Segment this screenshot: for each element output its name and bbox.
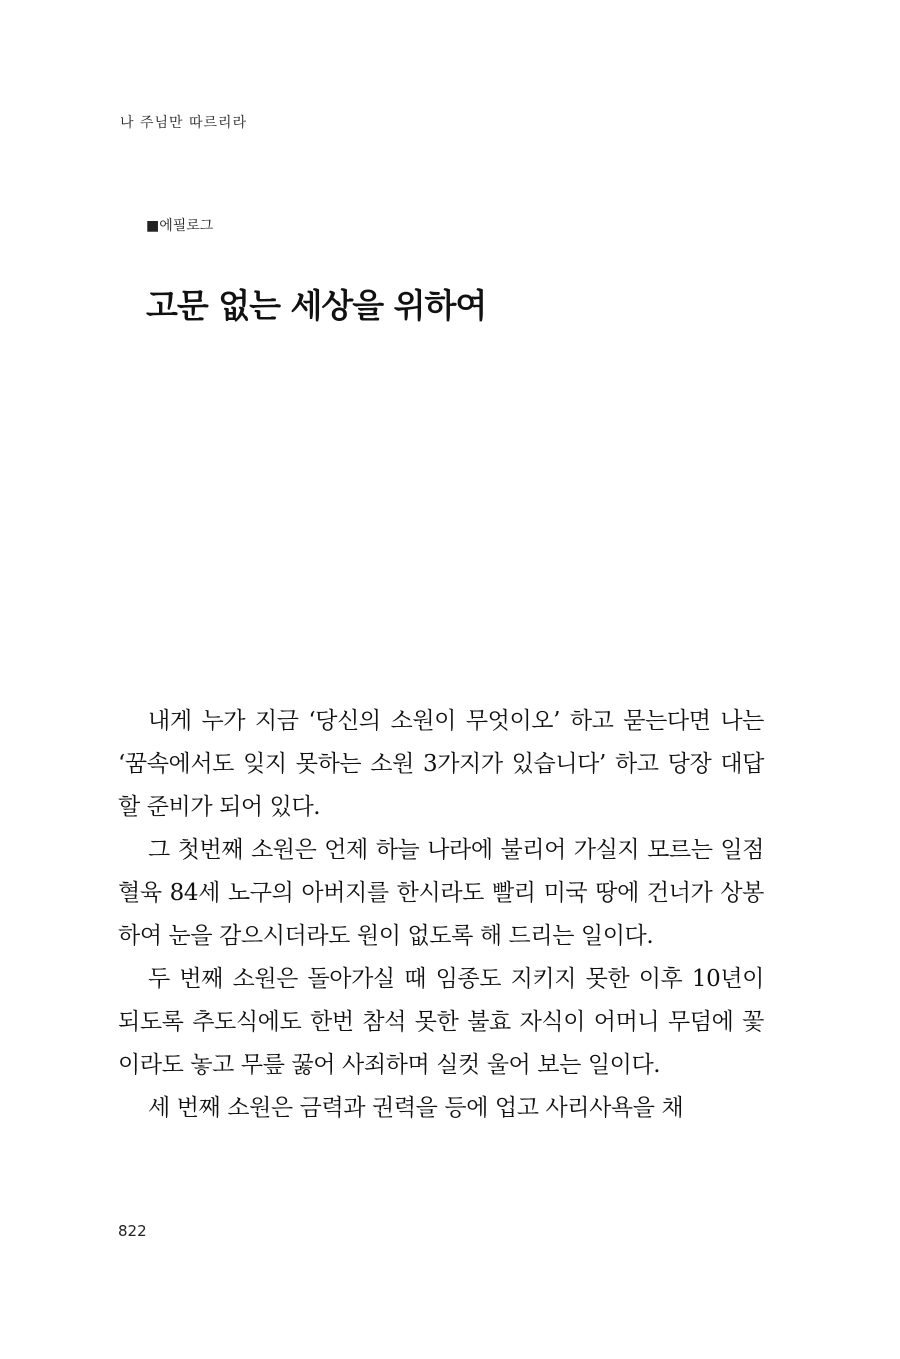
paragraph: 두 번째 소원은 돌아가실 때 임종도 지키지 못한 이후 10년이 되도록 추도식에도 한번 참석 못한 불효 자식이 어머니 무덤에 꽃이라도 놓고 무릎 꿇어 사죄하며 실컷 울어 보는 일이다. (118, 966, 764, 1078)
page-number: 822 (118, 1222, 147, 1240)
paragraph: 그 첫번째 소원은 언제 하늘 나라에 불리어 가실지 모르는 일점 혈육 84세 노구의 아버지를 한시라도 빨리 미국 땅에 건너가 상봉하여 눈을 감으시더라도 원이 없도록 해 드리는 일이다. (118, 837, 764, 949)
section-label: ■에필로그 (146, 218, 214, 234)
chapter-title: 고문 없는 세상을 위하여 (146, 286, 487, 325)
body-text (118, 700, 764, 1130)
paragraph: 내게 누가 지금 ‘당신의 소원이 무엇이오’ 하고 묻는다면 나는 ‘꿈속에서도 잊지 못하는 소원 3가지가 있습니다’ 하고 당장 대답할 준비가 되어 있다. (118, 708, 764, 820)
running-header: 나 주님만 따르리라 (120, 115, 248, 131)
paragraph: 세 번째 소원은 금력과 권력을 등에 업고 사리사욕을 채 (148, 1095, 684, 1121)
